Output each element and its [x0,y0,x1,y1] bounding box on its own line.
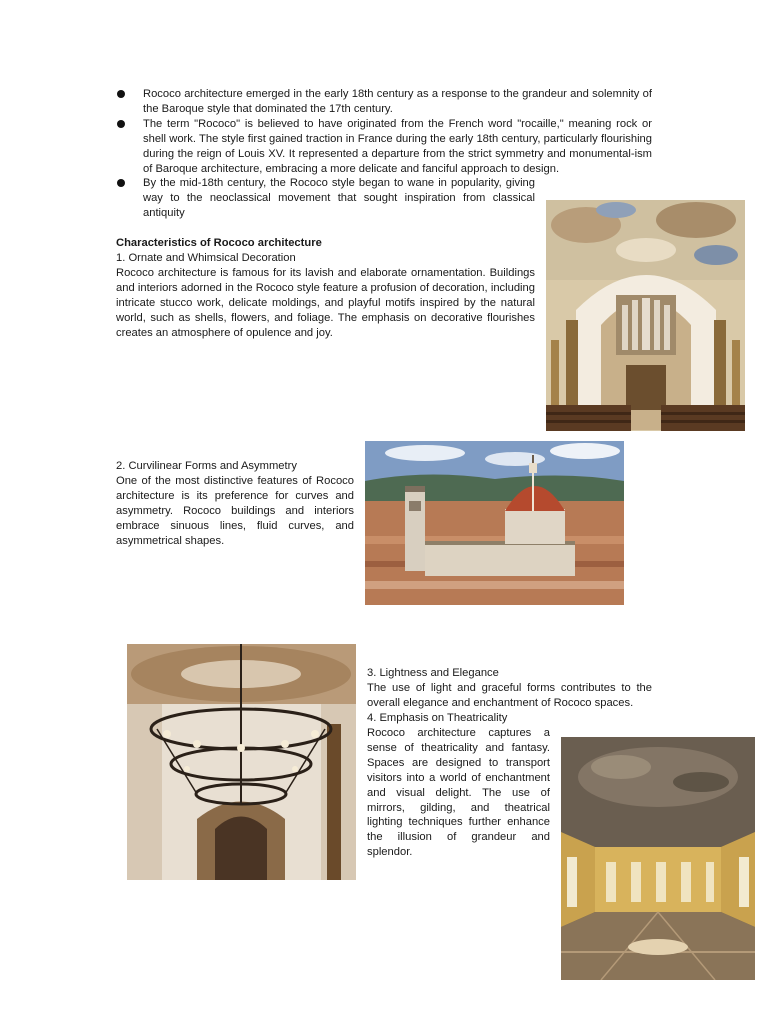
characteristics-heading: Characteristics of Rococo architecture [116,237,322,249]
church-interior-photo [546,200,745,431]
bullet-dot-icon [117,179,125,187]
bullet-text: Rococo architecture emerged in the early 18th century as a response to the grandeur and solemnity of the Baroque style that dominated the 17th century. [143,88,652,115]
section-4-title: 4. Emphasis on Theatricality [367,712,508,724]
section-3-title: 3. Lightness and Elegance [367,667,499,679]
section-2-title: 2. Curvilinear Forms and Asymmetry [116,460,297,472]
list-item [116,87,652,117]
section-1-title: 1. Ornate and Whimsical Decoration [116,252,296,264]
section-2-body: One of the most distinctive features of Rococo architecture is its preference for curves and asymmetry. Rococo buildings and interiors embrace sinuous lines, fluid curves, and asymmetrical shapes. [116,475,354,547]
chandelier-interior-photo [127,644,356,880]
section-1-body: Rococo architecture is famous for its lavish and elaborate ornamentation. Buildings and interiors adorned in the Rococo style feature a profusion of decoration, including intricate stucco work, delicate moldings, and playful motifs inspired by the natural world, such as shells, flowers, and foliage. The emphasis on decorative flourishes creates an atmosphere of opulence and joy. [116,267,535,339]
florence-cathedral-photo [365,441,624,605]
list-item [116,117,652,177]
list-item [116,176,535,221]
bullet-text: The term "Rococo" is believed to have originated from the French word "rocaille," meaning rock or shell work. The style first gained traction in France during the early 18th century, particularly flourishing during the reign of Louis XV. It represented a departure from the strict symmetry and monumental-ism of Baroque architecture, embracing a more delicate and fanciful approach to design. [143,117,652,175]
bullet-text: By the mid-18th century, the Rococo style began to wane in popularity, giving way to the neoclassical movement that sought inspiration from classical antiquity [143,177,535,220]
bullet-dot-icon [117,90,125,98]
section-4-body: Rococo architecture captures a sense of theatricality and fantasy. Spaces are designed to transport visitors into a world of enchantment and visual delight. The use of mirrors, gilding, and theatrical lighting techniques further enhance the illusion of grandeur and splendor. [367,727,550,859]
bullet-dot-icon [117,120,125,128]
section-3-body: The use of light and graceful forms contributes to the overall elegance and enchantment of Rococo spaces. [367,682,652,709]
gilded-hall-photo [561,737,755,980]
